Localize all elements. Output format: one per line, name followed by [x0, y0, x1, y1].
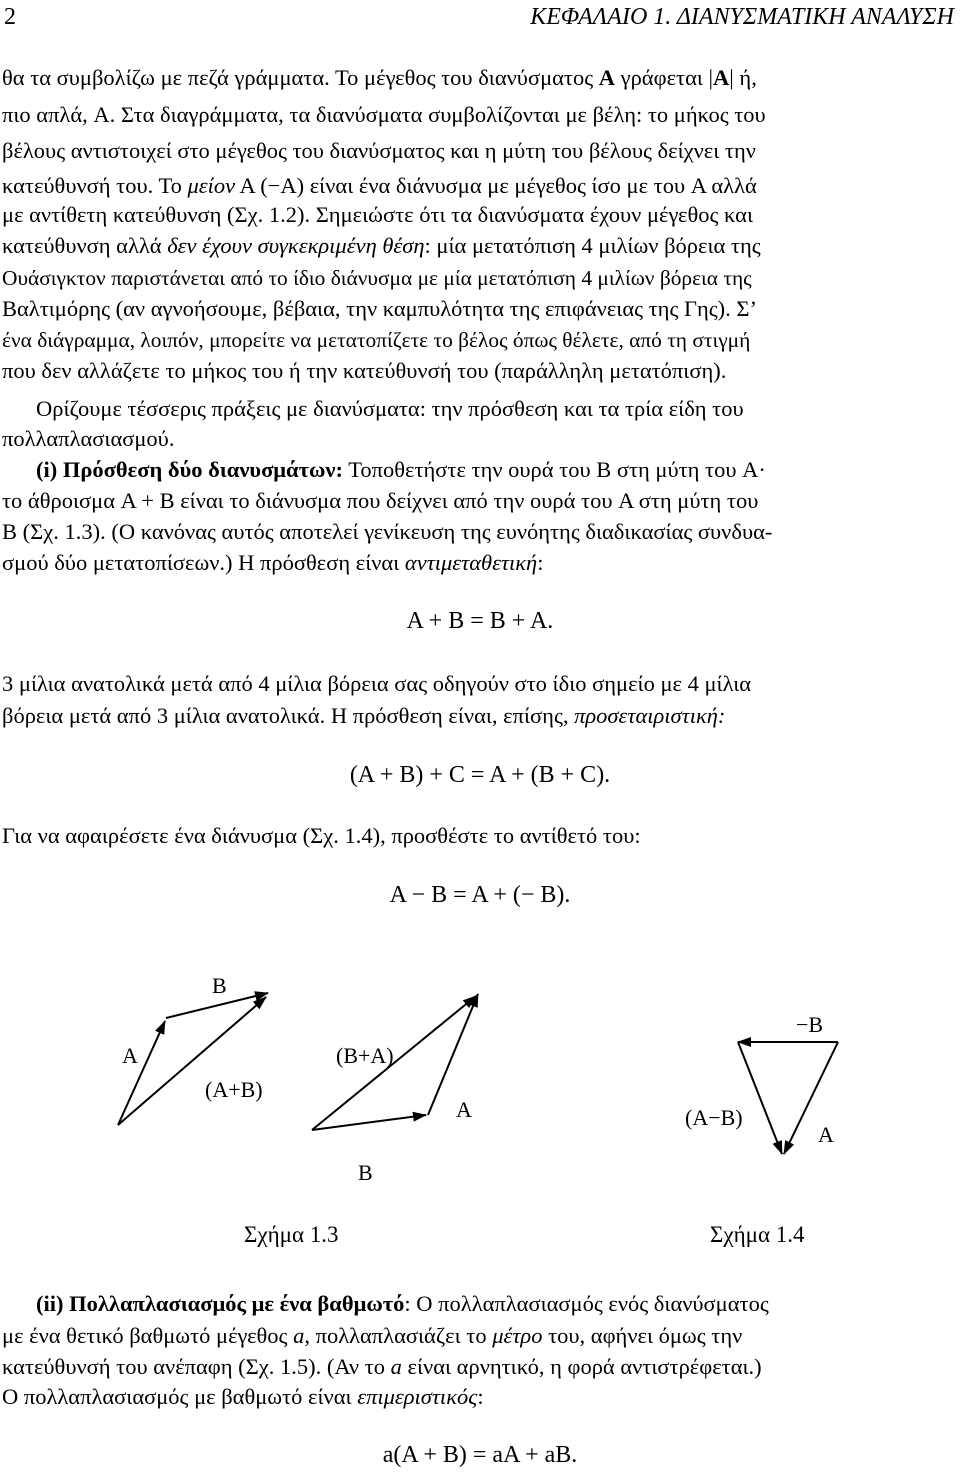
- text-line: [2, 1353, 956, 1381]
- text-line: [2, 1383, 956, 1411]
- text-line: [2, 172, 956, 200]
- text-span: Ο πολλαπλασιασμός με βαθμωτό είναι: [2, 1384, 358, 1409]
- label-B: B: [358, 1160, 373, 1185]
- text-span: σμού δύο μετατοπίσεων.) Η πρόσθεση είναι: [2, 550, 405, 575]
- text-span: το άθροισμα A + B είναι το διάνυσμα που δείχνει από την ουρά του A στη μύτη του: [2, 488, 759, 513]
- text-line: [2, 232, 956, 260]
- section-heading-addition: (i) Πρόσθεση δύο διανυσμάτων:: [36, 457, 343, 482]
- equation-subtraction: A − B = A + (− B).: [389, 882, 571, 908]
- text-span: :: [477, 1384, 484, 1409]
- text-span: 3 μίλια ανατολικά μετά από 4 μίλια βόρεια σας οδηγούν στο ίδιο σημείο με 4 μίλια: [2, 671, 752, 696]
- text-span: κατεύθυνσή του. Το: [2, 173, 188, 198]
- text-line: [2, 702, 956, 730]
- equation-associative: (A + B) + C = A + (B + C).: [349, 762, 611, 788]
- caption-fig-1-4: Σχήμα 1.4: [710, 1222, 805, 1247]
- text-span: βέλους αντιστοιχεί στο μέγεθος του διανύσματος και η μύτη του βέλους δείχνει την: [2, 138, 756, 163]
- italic-term: a: [293, 1323, 305, 1348]
- text-span: Τοποθετήστε την ουρά του B στη μύτη του A·: [342, 457, 766, 482]
- text-span: κατεύθυνσή του ανέπαφη (Σχ. 1.5). (Αν το: [2, 1354, 391, 1379]
- text-span: θα τα συμβολίζω με πεζά γράμματα. Το μέγεθος του διανύσματος: [2, 65, 599, 90]
- fig-1-4: [685, 1012, 838, 1154]
- text-span: : μία μετατόπιση 4 μιλίων βόρεια της: [424, 233, 761, 258]
- text-line: [2, 137, 956, 165]
- text-line: [2, 670, 956, 698]
- text-line: [2, 822, 956, 850]
- text-span: , πολλαπλασιάζει το: [304, 1323, 493, 1348]
- text-line: [2, 295, 956, 323]
- caption-fig-1-3: Σχήμα 1.3: [244, 1222, 339, 1247]
- vector-A-arrow: [118, 1021, 165, 1125]
- text-span: : Ο πολλαπλασιασμός ενός διανύσματος: [404, 1291, 769, 1316]
- vector-symbol: A: [598, 65, 616, 90]
- text-span: κατεύθυνση αλλά: [2, 233, 168, 258]
- text-span: με ένα θετικό βαθμωτό μέγεθος: [2, 1323, 294, 1348]
- text-span: A (−A) είναι ένα διάνυσμα με μέγεθος ίσο με του A αλλά: [235, 173, 757, 198]
- label-negB: −B: [796, 1012, 824, 1037]
- text-line: [2, 64, 956, 92]
- text-line: [2, 101, 956, 129]
- italic-term: επιμεριστικός: [357, 1384, 478, 1409]
- text-line: [2, 425, 956, 453]
- text-line: [2, 518, 956, 546]
- text-line: [36, 395, 960, 423]
- text-span: Ουάσιγκτον παριστάνεται από το ίδιο διάνυσμα με μία μετατόπιση 4 μιλίων βόρεια της: [2, 266, 752, 290]
- text-line: [2, 201, 956, 229]
- text-span: είναι αρνητικό, η φορά αντιστρέφεται.): [401, 1354, 762, 1379]
- text-line: [2, 549, 956, 577]
- vector-symbol: A: [713, 65, 730, 90]
- equation-distributive: a(A + B) = aA + aB.: [382, 1442, 578, 1468]
- fig-1-3-right: [312, 994, 478, 1185]
- text-span: πιο απλά, A. Στα διαγράμματα, τα διανύσματα συμβολίζονται με βέλη: το μήκος του: [2, 102, 766, 127]
- text-line: [2, 264, 956, 292]
- text-span: Βαλτιμόρης (αν αγνοήσουμε, βέβαια, την καμπυλότητα της επιφάνειας της Γης). Σ’: [2, 296, 758, 321]
- text-span: βόρεια μετά από 3 μίλια ανατολικά. Η πρόσθεση είναι, επίσης,: [2, 703, 575, 728]
- italic-term: δεν έχουν συγκεκριμένη θέση: [167, 233, 425, 258]
- page-number: 2: [4, 4, 16, 30]
- text-span: B (Σχ. 1.3). (Ο κανόνας αυτός αποτελεί γενίκευση της ευνόητης διαδικασίας συνδυα-: [2, 519, 773, 544]
- italic-term: αντιμεταθετική: [404, 550, 538, 575]
- vector-sum-arrow: [118, 997, 266, 1125]
- text-span: του, αφήνει όμως την: [542, 1323, 743, 1348]
- text-line: [36, 1290, 960, 1318]
- vector-diff-arrow: [738, 1042, 782, 1154]
- equation-commutative: A + B = B + A.: [406, 608, 554, 634]
- text-line: [2, 357, 956, 385]
- page-header: [0, 0, 960, 40]
- label-A-plus-B: (A+B): [205, 1077, 263, 1102]
- text-span: Ορίζουμε τέσσερις πράξεις με διανύσματα: την πρόσθεση και τα τρία είδη του: [36, 396, 744, 421]
- italic-term: μείον: [187, 173, 236, 198]
- italic-term: προσεταιριστική:: [574, 703, 726, 728]
- text-line: [2, 1322, 956, 1350]
- text-span: ένα διάγραμμα, λοιπόν, μπορείτε να μετατοπίζετε το βέλος όπως θέλετε, από τη στιγμή: [2, 328, 751, 352]
- text-span: γράφεται |: [615, 65, 714, 90]
- section-heading-scalar: (ii) Πολλαπλασιασμός με ένα βαθμωτό: [36, 1291, 405, 1316]
- label-A-minus-B: (A−B): [685, 1105, 743, 1130]
- text-span: | ή,: [729, 65, 757, 90]
- label-A: A: [456, 1097, 472, 1122]
- chapter-title: ΚΕΦΑΛΑΙΟ 1. ΔΙΑΝΥΣΜΑΤΙΚΗ ΑΝΑΛΥΣΗ: [530, 4, 954, 30]
- text-span: Για να αφαιρέσετε ένα διάνυσμα (Σχ. 1.4), προσθέστε το αντίθετό του:: [2, 823, 641, 848]
- italic-term: μέτρο: [492, 1323, 543, 1348]
- text-span: που δεν αλλάζετε το μήκος του ή την κατεύθυνσή του (παράλληλη μετατόπιση).: [2, 358, 727, 383]
- text-line: [2, 487, 956, 515]
- label-B: B: [212, 973, 227, 998]
- fig-1-3-left: [118, 973, 268, 1125]
- text-span: :: [537, 550, 544, 575]
- text-line: [36, 456, 960, 484]
- label-A: A: [818, 1122, 834, 1147]
- text-span: πολλαπλασιασμού.: [2, 426, 175, 451]
- vector-diagrams: [0, 960, 960, 1260]
- label-A: A: [122, 1043, 138, 1068]
- text-line: [2, 326, 956, 354]
- label-B-plus-A: (B+A): [336, 1043, 394, 1068]
- italic-term: a: [390, 1354, 402, 1379]
- figures: [0, 960, 960, 1260]
- text-span: με αντίθετη κατεύθυνση (Σχ. 1.2). Σημειώστε ότι τα διανύσματα έχουν μέγεθος και: [2, 202, 754, 227]
